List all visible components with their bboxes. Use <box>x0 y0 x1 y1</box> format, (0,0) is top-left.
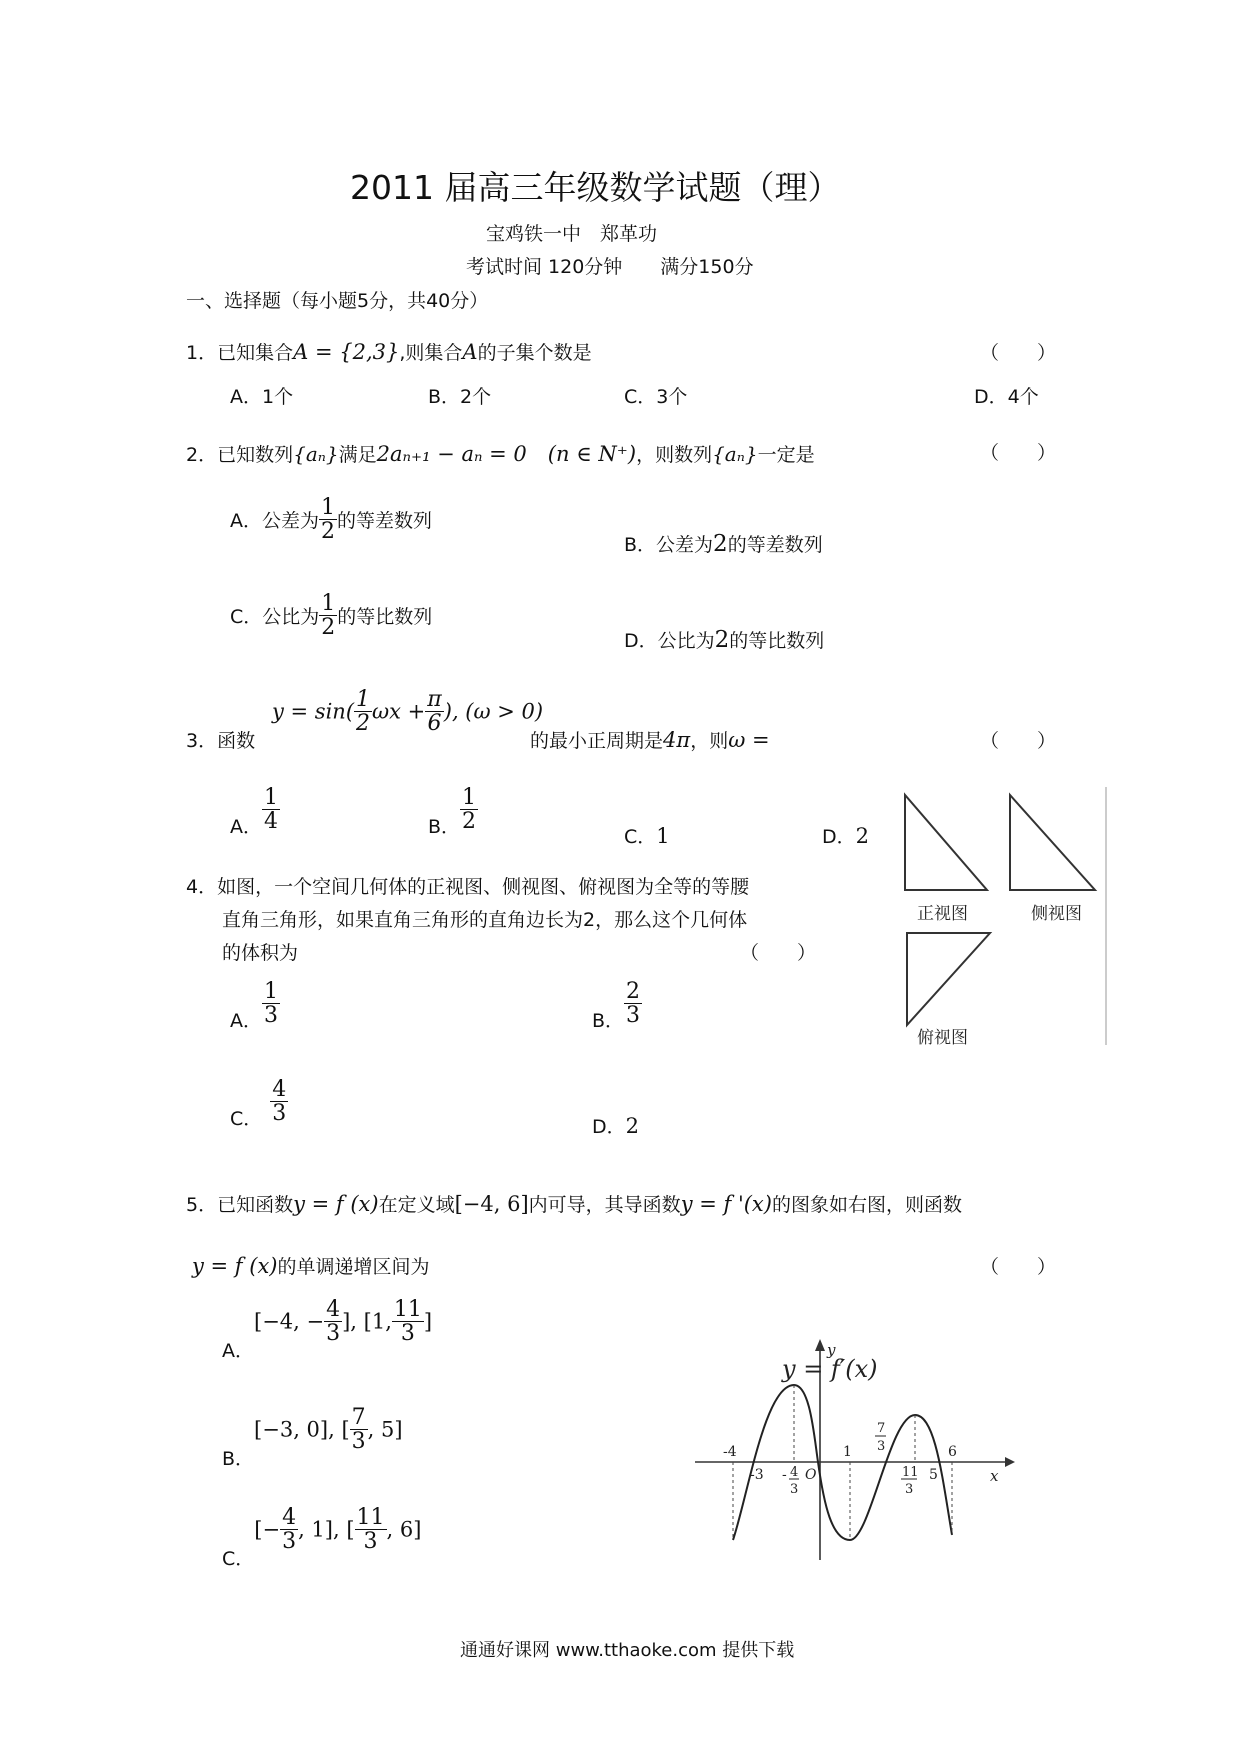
q5-b-frac <box>350 1406 368 1453</box>
q3-number: 3．函数 <box>186 730 256 752</box>
q1-text-2: ,则集合 <box>399 342 463 364</box>
q2-text-3: ，则数列 <box>636 444 713 466</box>
q2-c-den: 2 <box>321 615 336 641</box>
q1-option-b[interactable]: B．2个 <box>428 386 492 408</box>
footer-text: 通通好课网 www.tthaoke.com 提供下载 <box>460 1640 795 1661</box>
q2-a-post: 的等差数列 <box>337 510 433 533</box>
q3-fy: y = sin( <box>272 699 355 724</box>
q5-c-frac-1 <box>280 1506 298 1553</box>
q3-frac-half <box>354 688 372 735</box>
q5-domain: [−4, 6] <box>454 1192 529 1216</box>
q2-a-num: 1 <box>321 495 335 520</box>
q4-c-label: C． <box>230 1108 263 1131</box>
q5-a-den-2: 3 <box>400 1321 415 1347</box>
front-view-triangle <box>905 795 987 890</box>
q3-function <box>272 688 543 735</box>
tick-113-num: 11 <box>902 1465 919 1480</box>
tick-1: 1 <box>843 1444 852 1460</box>
q2-number: 2． <box>186 444 218 466</box>
q2-seq: {aₙ} <box>293 442 339 466</box>
q5-a-mid: ], [1, <box>342 1309 392 1334</box>
q2-option-a[interactable] <box>230 496 432 543</box>
q2-b-post: 的等差数列 <box>727 534 823 556</box>
q2-d-val: 2 <box>714 627 730 653</box>
q2-a-label: A．公差为 <box>230 510 319 533</box>
q3-frac-pi <box>425 688 443 735</box>
q1-option-d[interactable]: D．4个 <box>974 386 1039 408</box>
q1-set: A = {2,3} <box>293 340 400 364</box>
q3-fend: ), (ω > 0) <box>443 699 544 724</box>
top-view-triangle <box>907 933 990 1025</box>
q3-period: 4π <box>663 728 691 752</box>
q3-a-label: A． <box>230 816 262 839</box>
q5-c-pre: [− <box>254 1517 281 1542</box>
q4-a-den: 3 <box>264 1003 278 1029</box>
q4-d-val: 2 <box>625 1114 640 1138</box>
q3-a-fraction <box>262 786 280 833</box>
q4-a-label: A． <box>230 1010 262 1033</box>
q5-func-2: y = f (x) <box>192 1254 278 1278</box>
q3-d-val: 2 <box>855 824 870 848</box>
q4-b-num: 2 <box>626 979 641 1004</box>
q4-b-den: 3 <box>626 1003 641 1029</box>
q2-option-b[interactable] <box>624 530 823 557</box>
q1-number: 1． <box>186 342 218 364</box>
q5-c-frac-2 <box>355 1506 387 1553</box>
origin-label: O <box>805 1467 817 1483</box>
q1-option-c[interactable]: C．3个 <box>624 386 688 408</box>
q5-number: 5．已知函数 <box>186 1194 294 1216</box>
q4-b-fraction <box>624 980 642 1027</box>
q4-a-fraction <box>262 980 280 1027</box>
q5-a-num-2: 11 <box>393 1297 422 1322</box>
x-axis-label: x <box>990 1467 999 1485</box>
tick-6: 6 <box>948 1444 957 1460</box>
q5-c-mid: , 1], [ <box>298 1517 355 1542</box>
q1-paren: （ ） <box>980 342 1057 364</box>
question-5 <box>186 1190 962 1217</box>
q5-paren: （ ） <box>980 1256 1057 1278</box>
q3-option-b[interactable] <box>428 786 478 839</box>
three-view-figure <box>895 785 1115 1047</box>
section-heading: 一、选择题（每小题5分，共40分） <box>186 290 489 312</box>
q2-relation: 2aₙ₊₁ − aₙ = 0 (n ∈ N⁺) <box>376 442 637 466</box>
tick-73-den: 3 <box>877 1439 886 1454</box>
q1-option-a[interactable]: A．1个 <box>230 386 294 408</box>
graph-label: y = f′(x) <box>782 1355 878 1383</box>
page-title: 2011 届高三年级数学试题（理） <box>350 168 841 207</box>
tick-5: 5 <box>929 1467 938 1483</box>
q4-line-1: 4．如图，一个空间几何体的正视图、侧视图、俯视图为全等的等腰 <box>186 876 750 898</box>
q5-b-end: , 5] <box>367 1417 403 1442</box>
tick-minus-3: -3 <box>750 1467 764 1483</box>
school-author: 宝鸡铁一中 郑革功 <box>486 223 658 245</box>
q2-option-c[interactable] <box>230 592 432 639</box>
q3-c-val: 1 <box>656 824 670 848</box>
q3-option-d[interactable] <box>822 822 869 849</box>
q4-paren: （ ） <box>740 942 817 964</box>
q5-a-den-1: 3 <box>326 1321 341 1347</box>
q5-c-den-1: 3 <box>282 1529 297 1555</box>
y-axis-arrow-icon <box>815 1339 825 1351</box>
q3-text <box>530 726 770 753</box>
q2-c-fraction <box>319 592 337 639</box>
q3-a-num: 1 <box>264 785 278 810</box>
q4-c-fraction <box>270 1078 288 1125</box>
tick-43-den: 3 <box>790 1482 799 1497</box>
q5-text-4: 的图象如右图，则函数 <box>771 1194 962 1216</box>
tick-minus-sign: - <box>782 1467 787 1483</box>
q5-a-frac-1 <box>324 1298 342 1345</box>
q5-func: y = f (x) <box>293 1192 379 1216</box>
q5-option-b[interactable] <box>222 1406 403 1471</box>
q5-option-c[interactable] <box>222 1506 421 1571</box>
q3-option-c[interactable] <box>624 822 670 849</box>
q5-deriv: y = f '(x) <box>680 1192 772 1216</box>
q1-text: 已知集合 <box>217 342 294 364</box>
question-5-line-2 <box>192 1252 430 1279</box>
q3-d-label: D． <box>822 826 856 848</box>
front-view-label: 正视图 <box>917 904 968 924</box>
q2-b-label: B．公差为 <box>624 534 714 556</box>
q2-c-num: 1 <box>321 591 336 616</box>
q3-b-num: 1 <box>462 785 477 810</box>
q3-fmid: ωx + <box>372 699 426 724</box>
q3-b-label: B． <box>428 816 461 839</box>
q1-var: A <box>462 340 478 364</box>
q3-b-den: 2 <box>462 809 477 835</box>
q5-b-label: B． <box>222 1448 255 1471</box>
q4-option-b[interactable] <box>592 980 642 1033</box>
q5-option-a[interactable] <box>222 1298 432 1363</box>
q3-c-label: C． <box>624 826 657 848</box>
side-view-triangle <box>1010 795 1095 890</box>
q3-half-den: 2 <box>356 711 371 737</box>
q2-text-4: 一定是 <box>757 444 815 466</box>
q2-option-d[interactable] <box>624 626 824 653</box>
q3-text-2: 的最小正周期是 <box>530 730 664 752</box>
x-axis-arrow-icon <box>1005 1457 1015 1467</box>
y-axis-label: y <box>827 1341 836 1359</box>
q2-c-label: C．公比为 <box>230 606 320 629</box>
q4-line-3: 的体积为 <box>222 942 299 964</box>
q4-c-den: 3 <box>272 1101 287 1127</box>
q5-text-2: 在定义域 <box>378 1194 455 1216</box>
derivative-graph <box>690 1335 1020 1565</box>
q3-paren: （ ） <box>980 730 1057 752</box>
q3-text-3: ，则 <box>690 730 729 752</box>
q5-text-3: 内可导，其导函数 <box>528 1194 681 1216</box>
q5-a-frac-2 <box>392 1298 424 1345</box>
q5-c-num-2: 11 <box>356 1505 385 1530</box>
q4-option-d[interactable] <box>592 1112 639 1139</box>
q5-a-label: A． <box>222 1340 254 1363</box>
q2-seq-2: {aₙ} <box>712 442 758 466</box>
q2-b-val: 2 <box>713 531 728 557</box>
q4-line-2: 直角三角形，如果直角三角形的直角边长为2，那么这个几何体 <box>222 909 748 931</box>
q4-option-a[interactable] <box>230 980 280 1033</box>
q3-pi-num: π <box>427 687 442 712</box>
q5-text-5: 的单调递增区间为 <box>277 1256 430 1278</box>
q2-d-label: D．公比为 <box>624 630 715 652</box>
q2-text: 已知数列 <box>217 444 294 466</box>
q4-a-num: 1 <box>264 979 278 1004</box>
tick-43-num: 4 <box>790 1465 799 1480</box>
question-1 <box>186 338 592 365</box>
tick-73-num: 7 <box>877 1421 886 1436</box>
exam-info: 考试时间 120分钟 满分150分 <box>466 256 754 278</box>
q5-c-den-2: 3 <box>363 1529 378 1555</box>
question-2 <box>186 438 815 468</box>
q5-b-den: 3 <box>351 1429 366 1455</box>
top-view-label: 俯视图 <box>917 1028 968 1047</box>
q3-omega: ω = <box>728 728 770 752</box>
q1-text-3: 的子集个数是 <box>477 342 592 364</box>
q3-b-fraction <box>460 786 478 833</box>
q5-b-num: 7 <box>351 1405 366 1430</box>
q2-text-2: 满足 <box>338 444 377 466</box>
q2-a-den: 2 <box>321 519 335 545</box>
q4-c-num: 4 <box>272 1077 287 1102</box>
q3-a-den: 4 <box>264 809 278 835</box>
q4-d-label: D． <box>592 1116 626 1138</box>
q5-a-pre: [−4, − <box>254 1309 325 1334</box>
q4-option-c[interactable] <box>230 1078 288 1131</box>
q3-option-a[interactable] <box>230 786 280 839</box>
q5-c-num-1: 4 <box>282 1505 297 1530</box>
side-view-label: 侧视图 <box>1031 904 1082 924</box>
q4-b-label: B． <box>592 1010 625 1033</box>
q5-b-pre: [−3, 0], [ <box>254 1417 350 1442</box>
q3-half-num: 1 <box>356 687 371 712</box>
q2-a-fraction <box>319 496 337 543</box>
q5-a-num-1: 4 <box>326 1297 341 1322</box>
q2-d-post: 的等比数列 <box>729 630 825 652</box>
q3-pi-den: 6 <box>427 711 442 737</box>
q5-c-end: , 6] <box>386 1517 422 1542</box>
tick-113-den: 3 <box>905 1482 914 1497</box>
q2-paren: （ ） <box>980 442 1057 464</box>
tick-minus-4: -4 <box>723 1444 737 1460</box>
q5-c-label: C． <box>222 1548 255 1571</box>
q2-c-post: 的等比数列 <box>337 606 433 629</box>
q5-a-end: ] <box>423 1309 433 1334</box>
